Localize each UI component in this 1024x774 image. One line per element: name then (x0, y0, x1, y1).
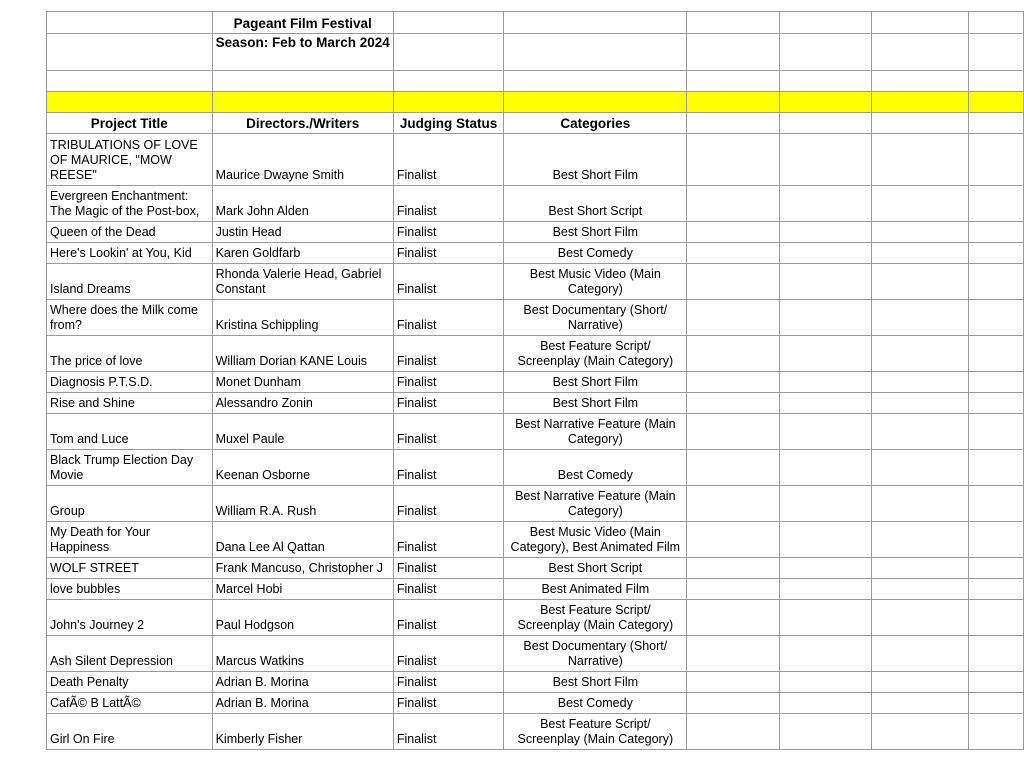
cell[interactable] (780, 450, 872, 486)
cell[interactable] (504, 71, 687, 92)
project-title-cell[interactable]: Ash Silent Depression (47, 636, 213, 672)
director-cell[interactable]: William Dorian KANE Louis (212, 336, 393, 372)
table-row (47, 579, 1024, 600)
category-cell[interactable]: Best Feature Script/ Screenplay (Main Category) (504, 600, 687, 636)
judging-status-cell[interactable]: Finalist (393, 600, 503, 636)
project-title-cell[interactable]: Rise and Shine (47, 393, 213, 414)
judging-status-cell[interactable]: Finalist (393, 186, 503, 222)
table-row (47, 693, 1024, 714)
director-cell[interactable]: Muxel Paule (212, 414, 393, 450)
director-cell[interactable]: Paul Hodgson (212, 600, 393, 636)
judging-status-cell[interactable]: Finalist (393, 243, 503, 264)
cell[interactable] (687, 134, 780, 186)
table-row (47, 414, 1024, 450)
category-cell[interactable]: Best Animated Film (504, 579, 687, 600)
cell[interactable] (393, 12, 503, 34)
director-cell[interactable]: Maurice Dwayne Smith (212, 134, 393, 186)
cell[interactable] (47, 12, 213, 34)
cell[interactable] (780, 579, 872, 600)
category-cell[interactable]: Best Narrative Feature (Main Category) (504, 486, 687, 522)
cell[interactable] (969, 450, 1024, 486)
cell[interactable] (969, 486, 1024, 522)
cell[interactable] (780, 113, 872, 134)
festival-name[interactable]: Pageant Film Festival (212, 12, 393, 34)
cell[interactable] (969, 558, 1024, 579)
project-title-cell[interactable]: Here's Lookin' at You, Kid (47, 243, 213, 264)
director-cell[interactable]: Marcus Watkins (212, 636, 393, 672)
cell[interactable] (969, 12, 1024, 34)
project-title-cell[interactable]: CafÃ© B LattÃ© (47, 693, 213, 714)
table-row (47, 450, 1024, 486)
judging-status-cell[interactable]: Finalist (393, 636, 503, 672)
judging-status-cell[interactable]: Finalist (393, 714, 503, 750)
cell[interactable] (687, 300, 780, 336)
judging-status-cell[interactable]: Finalist (393, 414, 503, 450)
cell[interactable] (871, 34, 968, 71)
judging-status-cell[interactable]: Finalist (393, 486, 503, 522)
cell[interactable] (687, 92, 780, 113)
cell[interactable] (687, 714, 780, 750)
cell[interactable] (780, 336, 872, 372)
cell[interactable] (780, 300, 872, 336)
judging-status-cell[interactable]: Finalist (393, 393, 503, 414)
cell[interactable] (780, 558, 872, 579)
cell[interactable] (687, 558, 780, 579)
cell[interactable] (871, 522, 968, 558)
project-title-cell[interactable]: Group (47, 486, 213, 522)
cell[interactable] (871, 558, 968, 579)
cell[interactable] (687, 222, 780, 243)
director-cell[interactable]: Adrian B. Morina (212, 672, 393, 693)
cell[interactable] (871, 600, 968, 636)
cell[interactable] (47, 71, 213, 92)
cell[interactable] (871, 222, 968, 243)
cell[interactable] (780, 92, 872, 113)
cell[interactable] (687, 486, 780, 522)
cell[interactable] (780, 714, 872, 750)
cell[interactable] (780, 34, 872, 71)
judging-status-cell[interactable]: Finalist (393, 372, 503, 393)
judging-status-cell[interactable]: Finalist (393, 134, 503, 186)
project-title-cell[interactable]: Where does the Milk come from? (47, 300, 213, 336)
category-cell[interactable]: Best Documentary (Short/ Narrative) (504, 636, 687, 672)
project-title-cell[interactable]: John's Journey 2 (47, 600, 213, 636)
director-cell[interactable]: Kristina Schippling (212, 300, 393, 336)
category-cell[interactable]: Best Feature Script/ Screenplay (Main Category) (504, 714, 687, 750)
cell[interactable] (969, 92, 1024, 113)
judging-status-cell[interactable]: Finalist (393, 579, 503, 600)
festival-name-row (47, 12, 1024, 34)
season-label[interactable]: Season: Feb to March 2024 (212, 34, 393, 71)
festival-results-sheet (46, 11, 1024, 750)
cell[interactable] (504, 34, 687, 71)
cell[interactable] (780, 693, 872, 714)
header-judging-status[interactable]: Judging Status (393, 113, 503, 134)
cell[interactable] (871, 264, 968, 300)
cell[interactable] (871, 393, 968, 414)
cell[interactable] (504, 92, 687, 113)
cell[interactable] (969, 522, 1024, 558)
header-directors-writers[interactable]: Directors./Writers (212, 113, 393, 134)
cell[interactable] (969, 243, 1024, 264)
cell[interactable] (969, 672, 1024, 693)
cell[interactable] (969, 336, 1024, 372)
table-row (47, 600, 1024, 636)
cell[interactable] (687, 71, 780, 92)
cell[interactable] (969, 34, 1024, 71)
category-cell[interactable]: Best Short Script (504, 186, 687, 222)
cell[interactable] (871, 672, 968, 693)
cell[interactable] (687, 600, 780, 636)
cell[interactable] (780, 134, 872, 186)
cell[interactable] (969, 636, 1024, 672)
cell[interactable] (687, 450, 780, 486)
cell[interactable] (871, 579, 968, 600)
cell[interactable] (687, 12, 780, 34)
cell[interactable] (504, 12, 687, 34)
cell[interactable] (687, 522, 780, 558)
cell[interactable] (687, 264, 780, 300)
cell[interactable] (687, 672, 780, 693)
cell[interactable] (780, 393, 872, 414)
cell[interactable] (969, 134, 1024, 186)
cell[interactable] (780, 486, 872, 522)
director-cell[interactable]: Mark John Alden (212, 186, 393, 222)
director-cell[interactable]: Marcel Hobi (212, 579, 393, 600)
empty-row (47, 71, 1024, 92)
cell[interactable] (780, 243, 872, 264)
cell[interactable] (871, 372, 968, 393)
table-row (47, 372, 1024, 393)
judging-status-cell[interactable]: Finalist (393, 558, 503, 579)
director-cell[interactable]: Adrian B. Morina (212, 693, 393, 714)
director-cell[interactable]: William R.A. Rush (212, 486, 393, 522)
cell[interactable] (780, 264, 872, 300)
judging-status-cell[interactable]: Finalist (393, 264, 503, 300)
category-cell[interactable]: Best Comedy (504, 243, 687, 264)
cell[interactable] (871, 113, 968, 134)
cell[interactable] (871, 71, 968, 92)
table-row (47, 558, 1024, 579)
category-cell[interactable]: Best Short Film (504, 222, 687, 243)
category-cell[interactable]: Best Short Film (504, 372, 687, 393)
cell[interactable] (969, 222, 1024, 243)
table-row (47, 393, 1024, 414)
cell[interactable] (871, 300, 968, 336)
director-cell[interactable]: Justin Head (212, 222, 393, 243)
judging-status-cell[interactable]: Finalist (393, 450, 503, 486)
category-cell[interactable]: Best Comedy (504, 693, 687, 714)
project-title-cell[interactable]: Black Trump Election Day Movie (47, 450, 213, 486)
cell[interactable] (780, 672, 872, 693)
cell[interactable] (780, 522, 872, 558)
cell[interactable] (47, 34, 213, 71)
cell[interactable] (780, 12, 872, 34)
category-cell[interactable]: Best Short Film (504, 134, 687, 186)
cell[interactable] (780, 414, 872, 450)
project-title-cell[interactable]: WOLF STREET (47, 558, 213, 579)
cell[interactable] (969, 600, 1024, 636)
cell[interactable] (780, 372, 872, 393)
cell[interactable] (687, 186, 780, 222)
project-title-cell[interactable]: My Death for Your Happiness (47, 522, 213, 558)
cell[interactable] (780, 186, 872, 222)
highlight-row (47, 92, 1024, 113)
table-row (47, 222, 1024, 243)
cell[interactable] (780, 636, 872, 672)
director-cell[interactable]: Kimberly Fisher (212, 714, 393, 750)
cell[interactable] (969, 393, 1024, 414)
cell[interactable] (969, 579, 1024, 600)
judging-status-cell[interactable]: Finalist (393, 300, 503, 336)
cell[interactable] (393, 92, 503, 113)
cell[interactable] (871, 336, 968, 372)
judging-status-cell[interactable]: Finalist (393, 222, 503, 243)
project-title-cell[interactable]: Evergreen Enchantment: The Magic of the Post-box, (47, 186, 213, 222)
director-cell[interactable]: Keenan Osborne (212, 450, 393, 486)
judging-status-cell[interactable]: Finalist (393, 693, 503, 714)
director-cell[interactable]: Rhonda Valerie Head, Gabriel Constant (212, 264, 393, 300)
table-row (47, 264, 1024, 300)
category-cell[interactable]: Best Short Script (504, 558, 687, 579)
cell[interactable] (687, 636, 780, 672)
category-cell[interactable]: Best Short Film (504, 672, 687, 693)
cell[interactable] (871, 414, 968, 450)
table-row (47, 186, 1024, 222)
table-row (47, 300, 1024, 336)
category-cell[interactable]: Best Narrative Feature (Main Category) (504, 414, 687, 450)
cell[interactable] (871, 714, 968, 750)
project-title-cell[interactable]: love bubbles (47, 579, 213, 600)
cell[interactable] (780, 71, 872, 92)
project-title-cell[interactable]: Tom and Luce (47, 414, 213, 450)
cell[interactable] (969, 714, 1024, 750)
header-project-title[interactable]: Project Title (47, 113, 213, 134)
cell[interactable] (871, 243, 968, 264)
category-cell[interactable]: Best Music Video (Main Category), Best Animated Film (504, 522, 687, 558)
table-row (47, 134, 1024, 186)
project-title-cell[interactable]: Island Dreams (47, 264, 213, 300)
season-row (47, 34, 1024, 71)
table-row (47, 336, 1024, 372)
cell[interactable] (969, 300, 1024, 336)
director-cell[interactable]: Karen Goldfarb (212, 243, 393, 264)
director-cell[interactable]: Alessandro Zonin (212, 393, 393, 414)
cell[interactable] (969, 71, 1024, 92)
cell[interactable] (393, 34, 503, 71)
cell[interactable] (969, 264, 1024, 300)
cell[interactable] (969, 113, 1024, 134)
cell[interactable] (871, 693, 968, 714)
cell[interactable] (393, 71, 503, 92)
cell[interactable] (871, 12, 968, 34)
cell[interactable] (47, 92, 213, 113)
cell[interactable] (780, 600, 872, 636)
cell[interactable] (780, 222, 872, 243)
cell[interactable] (871, 486, 968, 522)
project-title-cell[interactable]: TRIBULATIONS OF LOVE OF MAURICE, "MOW REESE" (47, 134, 213, 186)
judging-status-cell[interactable]: Finalist (393, 522, 503, 558)
category-cell[interactable]: Best Music Video (Main Category) (504, 264, 687, 300)
sheet-body (47, 12, 1024, 750)
cell[interactable] (969, 414, 1024, 450)
table-row (47, 522, 1024, 558)
cell[interactable] (687, 113, 780, 134)
cell[interactable] (871, 92, 968, 113)
cell[interactable] (687, 336, 780, 372)
table-row (47, 243, 1024, 264)
cell[interactable] (969, 186, 1024, 222)
project-title-cell[interactable]: Queen of the Dead (47, 222, 213, 243)
cell[interactable] (871, 134, 968, 186)
project-title-cell[interactable]: Girl On Fire (47, 714, 213, 750)
cell[interactable] (969, 693, 1024, 714)
cell[interactable] (969, 372, 1024, 393)
cell[interactable] (687, 414, 780, 450)
judging-status-cell[interactable]: Finalist (393, 672, 503, 693)
category-cell[interactable]: Best Documentary (Short/ Narrative) (504, 300, 687, 336)
table-row (47, 486, 1024, 522)
cell[interactable] (687, 579, 780, 600)
category-cell[interactable]: Best Feature Script/ Screenplay (Main Category) (504, 336, 687, 372)
cell[interactable] (687, 34, 780, 71)
judging-status-cell[interactable]: Finalist (393, 336, 503, 372)
director-cell[interactable]: Monet Dunham (212, 372, 393, 393)
cell[interactable] (212, 92, 393, 113)
table-row (47, 714, 1024, 750)
cell[interactable] (212, 71, 393, 92)
director-cell[interactable]: Frank Mancuso, Christopher J (212, 558, 393, 579)
table-row (47, 636, 1024, 672)
cell[interactable] (687, 393, 780, 414)
header-row (47, 113, 1024, 134)
project-title-cell[interactable]: Death Penalty (47, 672, 213, 693)
table-row (47, 672, 1024, 693)
director-cell[interactable]: Dana Lee Al Qattan (212, 522, 393, 558)
category-cell[interactable]: Best Short Film (504, 393, 687, 414)
cell[interactable] (687, 372, 780, 393)
cell[interactable] (871, 450, 968, 486)
project-title-cell[interactable]: Diagnosis P.T.S.D. (47, 372, 213, 393)
cell[interactable] (871, 186, 968, 222)
cell[interactable] (871, 636, 968, 672)
category-cell[interactable]: Best Comedy (504, 450, 687, 486)
cell[interactable] (687, 693, 780, 714)
header-categories[interactable]: Categories (504, 113, 687, 134)
cell[interactable] (687, 243, 780, 264)
project-title-cell[interactable]: The price of love (47, 336, 213, 372)
